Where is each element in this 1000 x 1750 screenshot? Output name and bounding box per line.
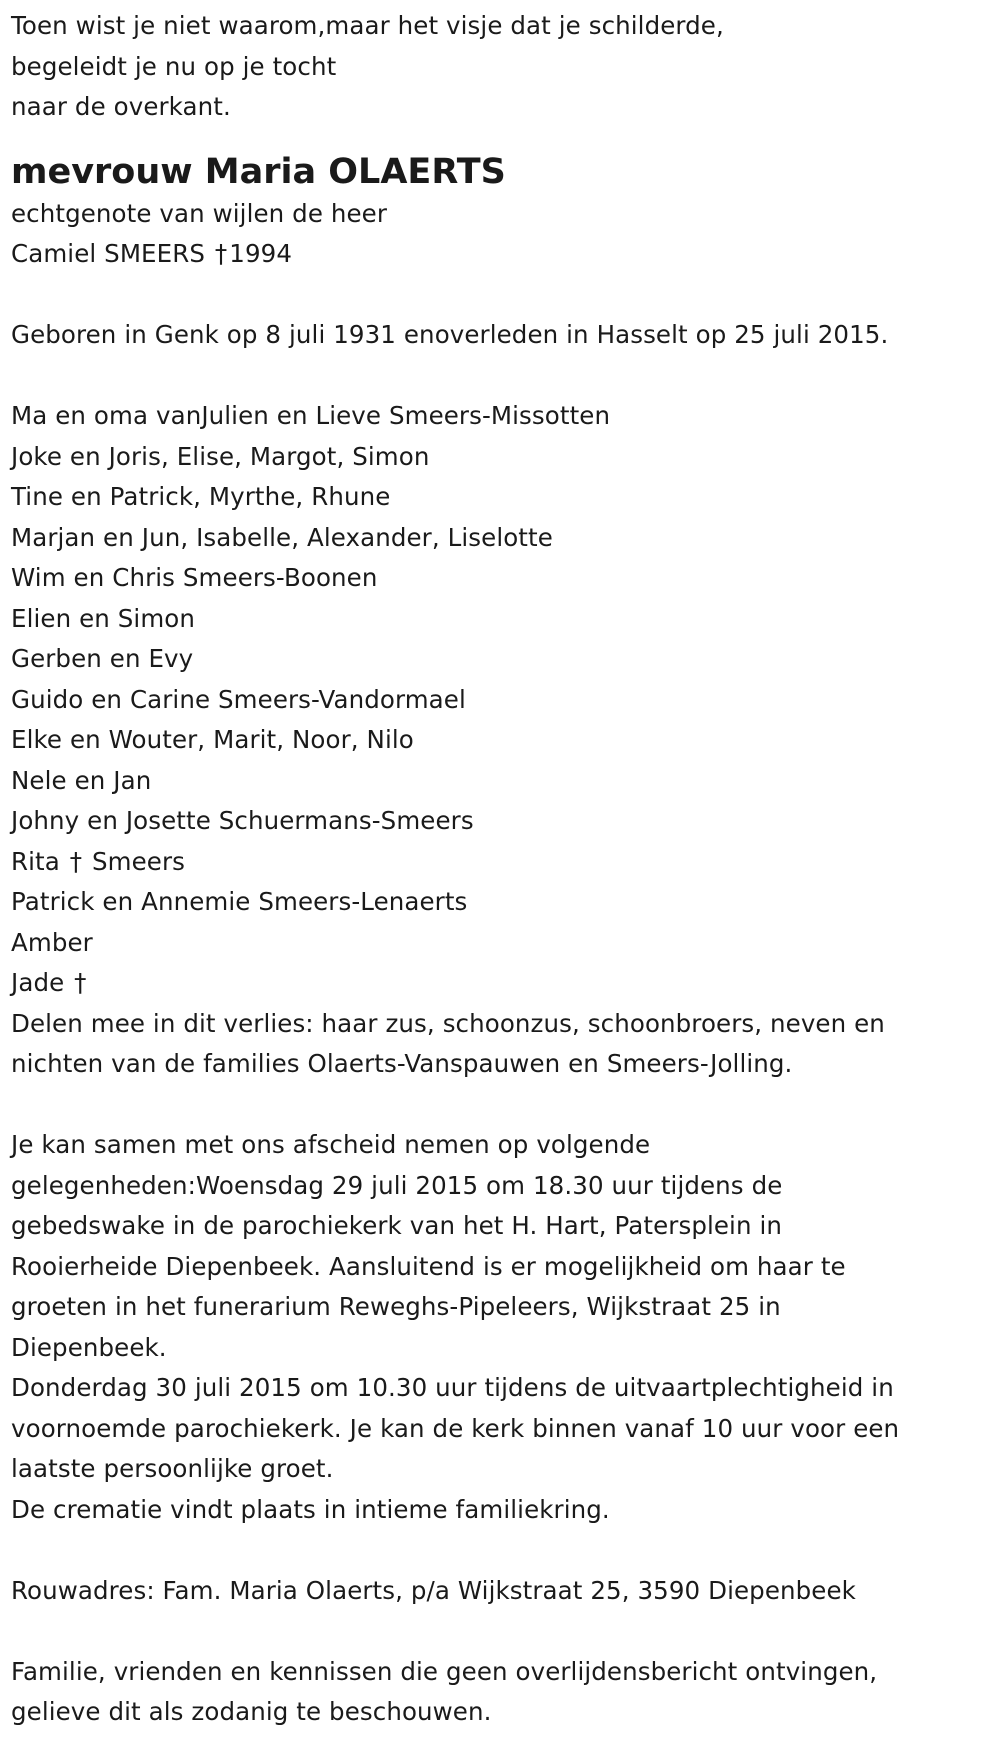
family-member: Gerben en Evy	[11, 644, 194, 673]
poem-line-1: Toen wist je niet waarom,maar het visje dat je schilderde,	[11, 11, 724, 40]
ceremony-line: laatste persoonlijke groet.	[11, 1454, 334, 1483]
family-intro: Ma en oma vanJulien en Lieve Smeers-Missotten	[11, 401, 611, 430]
obituary-document	[11, 6, 991, 1733]
closing-line-2: gelieve dit als zodanig te beschouwen.	[11, 1697, 492, 1726]
cross-icon: †	[69, 846, 83, 876]
ceremony-line: Rooierheide Diepenbeek. Aansluitend is er mogelijkheid om haar te	[11, 1251, 846, 1281]
share-line-2: nichten van de families Olaerts-Vanspauwen en Smeers-Jolling.	[11, 1049, 793, 1078]
ceremony-line: De crematie vindt plaats in intieme familiekring.	[11, 1494, 610, 1524]
poem-line-2: begeleidt je nu op je tocht	[11, 51, 337, 81]
poem-line-3: naar de overkant.	[11, 92, 231, 121]
family-member-jade	[11, 963, 991, 1004]
share-line-1: Delen mee in dit verlies: haar zus, schoonzus, schoonbroers, neven en	[11, 1008, 885, 1038]
ceremony-info	[11, 1125, 991, 1530]
spouse-block	[11, 194, 991, 275]
family-member: Wim en Chris Smeers-Boonen	[11, 563, 378, 592]
family-member: Elke en Wouter, Marit, Noor, Nilo	[11, 725, 414, 754]
family-member: Amber	[11, 927, 93, 957]
mourning-address: Rouwadres: Fam. Maria Olaerts, p/a Wijkstraat 25, 3590 Diepenbeek	[11, 1575, 856, 1605]
birth-death-line: Geboren in Genk op 8 juli 1931 enoverleden in Hasselt op 25 juli 2015.	[11, 320, 889, 349]
family-member: Guido en Carine Smeers-Vandormael	[11, 684, 466, 714]
ceremony-line: voornoemde parochiekerk. Je kan de kerk binnen vanaf 10 uur voor een	[11, 1413, 900, 1443]
cross-icon: †	[74, 968, 87, 997]
ceremony-line: gelegenheden:Woensdag 29 juli 2015 om 18.30 uur tijdens de	[11, 1170, 783, 1200]
ceremony-line: gebedswake in de parochiekerk van het H. Hart, Patersplein in	[11, 1211, 783, 1240]
rita-first: Rita	[11, 846, 60, 876]
rita-last: Smeers	[92, 846, 186, 876]
ceremony-line: groeten in het funerarium Reweghs-Pipeleers, Wijkstraat 25 in	[11, 1292, 781, 1321]
ceremony-line: Je kan samen met ons afscheid nemen op volgende	[11, 1130, 651, 1159]
closing-note	[11, 1652, 991, 1733]
cross-icon: †	[214, 239, 228, 268]
spouse-line: echtgenote van wijlen de heer	[11, 198, 388, 228]
poem	[11, 6, 991, 128]
closing-line-1: Familie, vrienden en kennissen die geen overlijdensbericht ontvingen,	[11, 1656, 878, 1686]
deceased-name: mevrouw Maria OLAERTS	[11, 151, 506, 192]
family-member-rita	[11, 842, 991, 883]
spouse-name-line	[11, 234, 991, 275]
family-list	[11, 396, 991, 1085]
family-member: Elien en Simon	[11, 603, 196, 633]
family-member: Nele en Jan	[11, 765, 152, 795]
spouse-name: Camiel SMEERS	[11, 239, 205, 268]
jade-name: Jade	[11, 968, 65, 997]
spouse-year: 1994	[229, 239, 293, 268]
ceremony-line: Diepenbeek.	[11, 1332, 167, 1362]
ceremony-line: Donderdag 30 juli 2015 om 10.30 uur tijdens de uitvaartplechtigheid in	[11, 1373, 894, 1402]
family-member: Johny en Josette Schuermans-Smeers	[11, 806, 474, 835]
family-member: Joke en Joris, Elise, Margot, Simon	[11, 441, 430, 471]
family-member: Marjan en Jun, Isabelle, Alexander, Liselotte	[11, 522, 553, 552]
family-member: Patrick en Annemie Smeers-Lenaerts	[11, 887, 468, 916]
family-member: Tine en Patrick, Myrthe, Rhune	[11, 482, 391, 511]
